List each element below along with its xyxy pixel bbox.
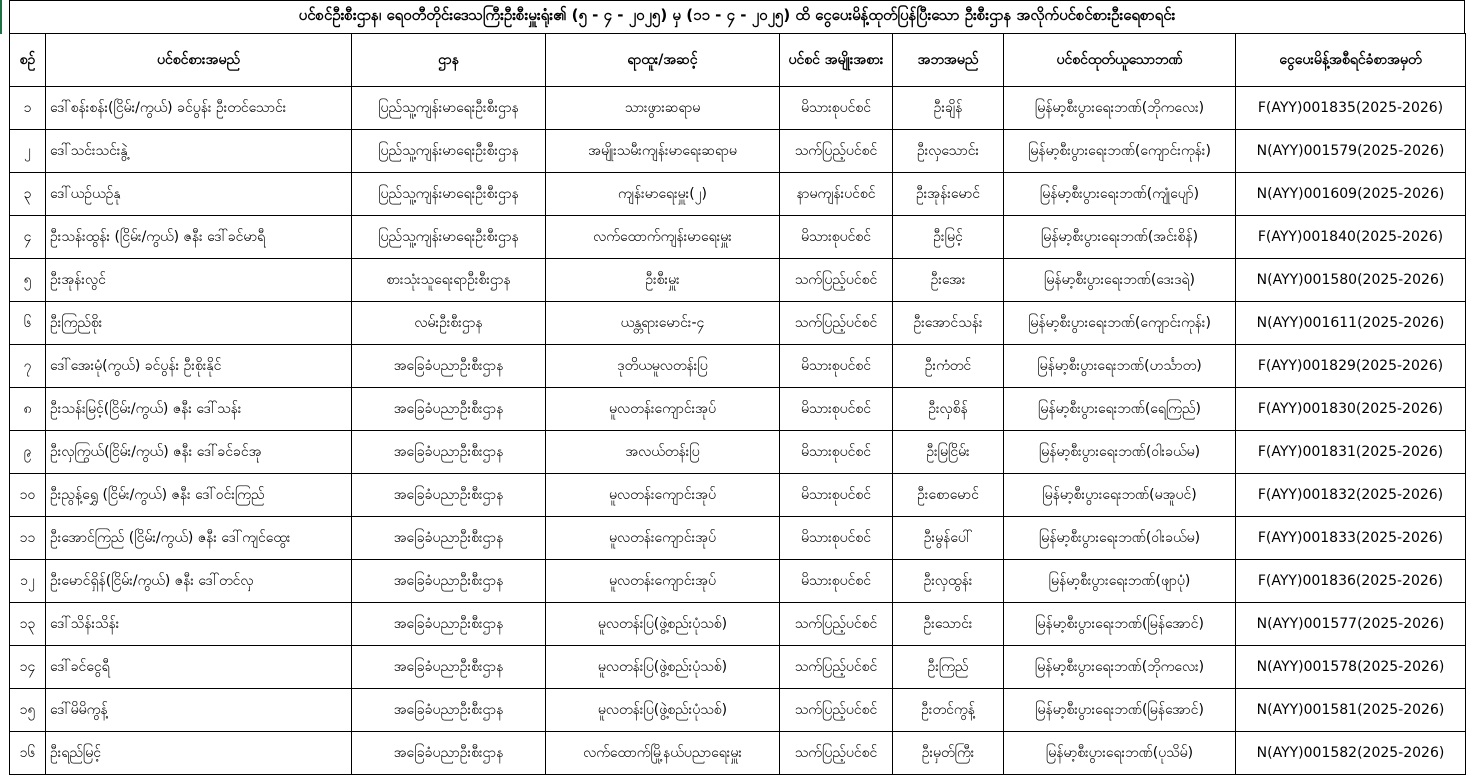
table-row <box>10 517 1466 560</box>
cell-position[interactable]: မူလတန်းကျောင်းအုပ် <box>546 388 780 431</box>
cell-department[interactable]: အခြေခံပညာဦးစီးဌာန <box>352 388 546 431</box>
cell-father-name[interactable]: ဦးအေး <box>893 259 1004 302</box>
cell-department[interactable]: ပြည်သူ့ကျန်းမာရေးဦးစီးဌာန <box>352 216 546 259</box>
cell-department[interactable]: လမ်းဦးစီးဌာန <box>352 302 546 345</box>
cell-order-number[interactable]: N(AYY)001580(2025-2026) <box>1236 259 1466 302</box>
cell-position[interactable]: မူလတန်းကျောင်းအုပ် <box>546 517 780 560</box>
cell-pensioner-name[interactable]: ဦးအောင်ကြည် (ငြိမ်း/ကွယ်) ဇနီး ဒေါ်ကျင်ထွေး <box>46 517 352 560</box>
cell-bank[interactable]: မြန်မာ့စီးပွားရေးဘဏ်(ရေကြည်) <box>1004 388 1236 431</box>
table-row <box>10 259 1466 302</box>
table-row <box>10 173 1466 216</box>
cell-department[interactable]: အခြေခံပညာဦးစီးဌာန <box>352 560 546 603</box>
cell-pensioner-name[interactable]: ဒေါ်စန်းစန်း(ငြိမ်း/ကွယ်) ခင်ပွန်း ဦးတင်သောင်း <box>46 87 352 130</box>
cell-bank[interactable]: မြန်မာ့စီးပွားရေးဘဏ်(ဘိုကလေး) <box>1004 646 1236 689</box>
cell-father-name[interactable]: ဦးတင်ကွန့် <box>893 689 1004 732</box>
cell-pension-type[interactable]: သက်ပြည့်ပင်စင် <box>780 689 893 732</box>
cell-bank[interactable]: မြန်မာ့စီးပွားရေးဘဏ်(ဖျာပုံ) <box>1004 560 1236 603</box>
cell-bank[interactable]: မြန်မာ့စီးပွားရေးဘဏ်(ကျောင်းကုန်း) <box>1004 302 1236 345</box>
cell-no[interactable]: ၆ <box>10 302 46 345</box>
table-row <box>10 474 1466 517</box>
cell-department[interactable]: အခြေခံပညာဦးစီးဌာန <box>352 431 546 474</box>
cell-pension-type[interactable]: မိသားစုပင်စင် <box>780 474 893 517</box>
cell-father-name[interactable]: ဦးကံတင် <box>893 345 1004 388</box>
table-row <box>10 87 1466 130</box>
cell-no[interactable]: ၁၄ <box>10 646 46 689</box>
table-row <box>10 560 1466 603</box>
cell-department[interactable]: စားသုံးသူရေးရာဦးစီးဌာန <box>352 259 546 302</box>
cell-no[interactable]: ၁၅ <box>10 689 46 732</box>
cell-pension-type[interactable]: မိသားစုပင်စင် <box>780 388 893 431</box>
cell-no[interactable]: ၁၁ <box>10 517 46 560</box>
col-header-pensioner-name[interactable]: ပင်စင်စားအမည် <box>46 34 352 87</box>
cell-position[interactable]: သားဖွားဆရာမ <box>546 87 780 130</box>
cell-father-name[interactable]: ဦးအုန်းမောင် <box>893 173 1004 216</box>
cell-department[interactable]: အခြေခံပညာဦးစီးဌာန <box>352 646 546 689</box>
cell-department[interactable]: အခြေခံပညာဦးစီးဌာန <box>352 732 546 775</box>
table-row <box>10 388 1466 431</box>
cell-position[interactable]: မူလတန်းပြ(ဖွဲ့စည်းပုံသစ်) <box>546 689 780 732</box>
cell-order-number[interactable]: F(AYY)001830(2025-2026) <box>1236 388 1466 431</box>
cell-no[interactable]: ၁၃ <box>10 603 46 646</box>
cell-father-name[interactable]: ဦးသောင်း <box>893 603 1004 646</box>
table-row <box>10 216 1466 259</box>
cell-no[interactable]: ၁ <box>10 87 46 130</box>
cell-pension-type[interactable]: သက်ပြည့်ပင်စင် <box>780 732 893 775</box>
cell-pensioner-name[interactable]: ဦးအုန်းလွင် <box>46 259 352 302</box>
cell-no[interactable]: ၈ <box>10 388 46 431</box>
active-cell-marker <box>0 0 2 34</box>
cell-pension-type[interactable]: နာမကျန်းပင်စင် <box>780 173 893 216</box>
cell-father-name[interactable]: ဦးလှသောင်း <box>893 130 1004 173</box>
cell-order-number[interactable]: N(AYY)001579(2025-2026) <box>1236 130 1466 173</box>
cell-pensioner-name[interactable]: ဒေါ်သိန်းသိန်း <box>46 603 352 646</box>
cell-department[interactable]: ပြည်သူ့ကျန်းမာရေးဦးစီးဌာန <box>352 87 546 130</box>
table-row <box>10 345 1466 388</box>
table-row <box>10 603 1466 646</box>
cell-bank[interactable]: မြန်မာ့စီးပွားရေးဘဏ်(ပုသိမ်) <box>1004 732 1236 775</box>
sheet-title[interactable]: ပင်စင်ဦးစီးဌာန၊ ရေဝတီတိုင်းဒေသကြီးဦးစီးမှူးရုံး၏ (၅ - ၄ - ၂၀၂၅) မှ (၁၁ - ၄ - ၂၀၂၅) ထိ ငွေပေးမိန့်ထုတ်ပြန်ပြီးသော ဦးစီးဌာန အလိုက်ပင်စင်စားဦးရေစာရင်း <box>9 0 1465 34</box>
table-row <box>10 732 1466 775</box>
cell-order-number[interactable]: F(AYY)001829(2025-2026) <box>1236 345 1466 388</box>
pension-table <box>9 33 1466 775</box>
cell-father-name[interactable]: ဦးလှစိန် <box>893 388 1004 431</box>
cell-order-number[interactable]: N(AYY)001578(2025-2026) <box>1236 646 1466 689</box>
cell-pensioner-name[interactable]: ဒေါ်ခင်ငွေရီ <box>46 646 352 689</box>
cell-position[interactable]: ဒုတိယမူလတန်းပြ <box>546 345 780 388</box>
cell-position[interactable]: အမျိုးသမီးကျန်းမာရေးဆရာမ <box>546 130 780 173</box>
cell-pensioner-name[interactable]: ဦးညွန့်ရွှေ (ငြိမ်း/ကွယ်) ဇနီး ဒေါ်ဝင်းကြည် <box>46 474 352 517</box>
table-row <box>10 130 1466 173</box>
cell-department[interactable]: အခြေခံပညာဦးစီးဌာန <box>352 603 546 646</box>
cell-order-number[interactable]: N(AYY)001611(2025-2026) <box>1236 302 1466 345</box>
cell-position[interactable]: အလယ်တန်းပြ <box>546 431 780 474</box>
cell-father-name[interactable]: ဦးမှတ်ကြီး <box>893 732 1004 775</box>
cell-department[interactable]: အခြေခံပညာဦးစီးဌာန <box>352 689 546 732</box>
cell-father-name[interactable]: ဦးမွန်ပေါ် <box>893 517 1004 560</box>
cell-order-number[interactable]: F(AYY)001840(2025-2026) <box>1236 216 1466 259</box>
cell-no[interactable]: ၃ <box>10 173 46 216</box>
cell-pension-type[interactable]: မိသားစုပင်စင် <box>780 87 893 130</box>
cell-pensioner-name[interactable]: ဦးမောင်ရှိန်(ငြိမ်း/ကွယ်) ဇနီး ဒေါ်တင်လှ <box>46 560 352 603</box>
cell-position[interactable]: မူလတန်းကျောင်းအုပ် <box>546 560 780 603</box>
cell-no[interactable]: ၁၀ <box>10 474 46 517</box>
col-header-department[interactable]: ဌာန <box>352 34 546 87</box>
cell-no[interactable]: ၇ <box>10 345 46 388</box>
cell-order-number[interactable]: N(AYY)001577(2025-2026) <box>1236 603 1466 646</box>
cell-order-number[interactable]: N(AYY)001582(2025-2026) <box>1236 732 1466 775</box>
cell-bank[interactable]: မြန်မာ့စီးပွားရေးဘဏ်(ကျောင်းကုန်း) <box>1004 130 1236 173</box>
col-header-bank[interactable]: ပင်စင်ထုတ်ယူသောဘဏ် <box>1004 34 1236 87</box>
cell-bank[interactable]: မြန်မာ့စီးပွားရေးဘဏ်(ဒေးဒရဲ) <box>1004 259 1236 302</box>
cell-position[interactable]: ဦးစီးမှူး <box>546 259 780 302</box>
col-header-position[interactable]: ရာထူး/အဆင့် <box>546 34 780 87</box>
cell-father-name[interactable]: ဦးမြင့် <box>893 216 1004 259</box>
cell-bank[interactable]: မြန်မာ့စီးပွားရေးဘဏ်(ကျုံပျော်) <box>1004 173 1236 216</box>
cell-pension-type[interactable]: သက်ပြည့်ပင်စင် <box>780 646 893 689</box>
cell-pension-type[interactable]: မိသားစုပင်စင် <box>780 560 893 603</box>
col-header-order-number[interactable]: ငွေပေးမိန့်အစီရင်ခံစာအမှတ် <box>1236 34 1466 87</box>
cell-pensioner-name[interactable]: ဦးသန်းမြင့်(ငြိမ်း/ကွယ်) ဇနီး ဒေါ်သန်း <box>46 388 352 431</box>
cell-bank[interactable]: မြန်မာ့စီးပွားရေးဘဏ်(မြန်အောင်) <box>1004 689 1236 732</box>
cell-pension-type[interactable]: မိသားစုပင်စင် <box>780 517 893 560</box>
cell-pensioner-name[interactable]: ဦးကြည်စိုး <box>46 302 352 345</box>
cell-no[interactable]: ၄ <box>10 216 46 259</box>
cell-position[interactable]: လက်ထောက်မြို့နယ်ပညာရေးမှူး <box>546 732 780 775</box>
cell-position[interactable]: လက်ထောက်ကျန်းမာရေးမှူး <box>546 216 780 259</box>
cell-order-number[interactable]: F(AYY)001832(2025-2026) <box>1236 474 1466 517</box>
cell-department[interactable]: ပြည်သူ့ကျန်းမာရေးဦးစီးဌာန <box>352 130 546 173</box>
cell-pensioner-name[interactable]: ဦးသန်းထွန်း (ငြိမ်း/ကွယ်) ဇနီး ဒေါ်ခင်မာရီ <box>46 216 352 259</box>
cell-no[interactable]: ၁၆ <box>10 732 46 775</box>
cell-order-number[interactable]: F(AYY)001833(2025-2026) <box>1236 517 1466 560</box>
cell-order-number[interactable]: N(AYY)001609(2025-2026) <box>1236 173 1466 216</box>
col-header-father-name[interactable]: အဘအမည် <box>893 34 1004 87</box>
cell-order-number[interactable]: F(AYY)001835(2025-2026) <box>1236 87 1466 130</box>
cell-pensioner-name[interactable]: ဒေါ်မိမိကွန့် <box>46 689 352 732</box>
cell-pension-type[interactable]: သက်ပြည့်ပင်စင် <box>780 259 893 302</box>
cell-order-number[interactable]: F(AYY)001836(2025-2026) <box>1236 560 1466 603</box>
cell-pension-type[interactable]: သက်ပြည့်ပင်စင် <box>780 302 893 345</box>
cell-position[interactable]: မူလတန်းပြ(ဖွဲ့စည်းပုံသစ်) <box>546 646 780 689</box>
cell-pensioner-name[interactable]: ဦးရည်မြင့် <box>46 732 352 775</box>
cell-pensioner-name[interactable]: ဒေါ်အေးမုံ(ကွယ်) ခင်ပွန်း ဦးစိုးနိုင် <box>46 345 352 388</box>
cell-bank[interactable]: မြန်မာ့စီးပွားရေးဘဏ်(ဘိုကလေး) <box>1004 87 1236 130</box>
cell-bank[interactable]: မြန်မာ့စီးပွားရေးဘဏ်(ဟင်္သာတ) <box>1004 345 1236 388</box>
cell-bank[interactable]: မြန်မာ့စီးပွားရေးဘဏ်(ဝါးခယ်မ) <box>1004 517 1236 560</box>
cell-pension-type[interactable]: မိသားစုပင်စင် <box>780 431 893 474</box>
cell-order-number[interactable]: F(AYY)001831(2025-2026) <box>1236 431 1466 474</box>
table-row <box>10 302 1466 345</box>
table-row <box>10 646 1466 689</box>
cell-bank[interactable]: မြန်မာ့စီးပွားရေးဘဏ်(အင်းစိန်) <box>1004 216 1236 259</box>
cell-no[interactable]: ၉ <box>10 431 46 474</box>
cell-pensioner-name[interactable]: ဒေါ်ယဉ်ယဉ်နု <box>46 173 352 216</box>
cell-position[interactable]: မူလတန်းကျောင်းအုပ် <box>546 474 780 517</box>
cell-no[interactable]: ၂ <box>10 130 46 173</box>
header-row <box>10 34 1466 87</box>
cell-no[interactable]: ၁၂ <box>10 560 46 603</box>
cell-position[interactable]: ယန္တရားမောင်း-၄ <box>546 302 780 345</box>
cell-position[interactable]: ကျန်းမာရေးမှူး(၂) <box>546 173 780 216</box>
cell-department[interactable]: ပြည်သူ့ကျန်းမာရေးဦးစီးဌာန <box>352 173 546 216</box>
cell-father-name[interactable]: ဦးချိန် <box>893 87 1004 130</box>
cell-department[interactable]: အခြေခံပညာဦးစီးဌာန <box>352 517 546 560</box>
cell-father-name[interactable]: ဦးစောမောင် <box>893 474 1004 517</box>
cell-pensioner-name[interactable]: ဒေါ်သင်းသင်းနွဲ့ <box>46 130 352 173</box>
cell-bank[interactable]: မြန်မာ့စီးပွားရေးဘဏ်(မြန်အောင်) <box>1004 603 1236 646</box>
cell-order-number[interactable]: N(AYY)001581(2025-2026) <box>1236 689 1466 732</box>
col-header-pension-type[interactable]: ပင်စင် အမျိုးအစား <box>780 34 893 87</box>
cell-bank[interactable]: မြန်မာ့စီးပွားရေးဘဏ်(မအူပင်) <box>1004 474 1236 517</box>
cell-pension-type[interactable]: မိသားစုပင်စင် <box>780 345 893 388</box>
col-header-no[interactable]: စဉ် <box>10 34 46 87</box>
cell-father-name[interactable]: ဦးကြည် <box>893 646 1004 689</box>
table-row <box>10 689 1466 732</box>
cell-pension-type[interactable]: မိသားစုပင်စင် <box>780 216 893 259</box>
cell-pensioner-name[interactable]: ဦးလှကြွယ်(ငြိမ်း/ကွယ်) ဇနီး ဒေါ်ခင်ခင်အု <box>46 431 352 474</box>
cell-no[interactable]: ၅ <box>10 259 46 302</box>
cell-position[interactable]: မူလတန်းပြ(ဖွဲ့စည်းပုံသစ်) <box>546 603 780 646</box>
cell-pension-type[interactable]: သက်ပြည့်ပင်စင် <box>780 130 893 173</box>
cell-bank[interactable]: မြန်မာ့စီးပွားရေးဘဏ်(ဝါးခယ်မ) <box>1004 431 1236 474</box>
table-row <box>10 431 1466 474</box>
cell-department[interactable]: အခြေခံပညာဦးစီးဌာန <box>352 345 546 388</box>
cell-pension-type[interactable]: သက်ပြည့်ပင်စင် <box>780 603 893 646</box>
cell-father-name[interactable]: ဦးလှထွန်း <box>893 560 1004 603</box>
cell-father-name[interactable]: ဦးမြငြိမ်း <box>893 431 1004 474</box>
cell-department[interactable]: အခြေခံပညာဦးစီးဌာန <box>352 474 546 517</box>
cell-father-name[interactable]: ဦးအောင်သန်း <box>893 302 1004 345</box>
